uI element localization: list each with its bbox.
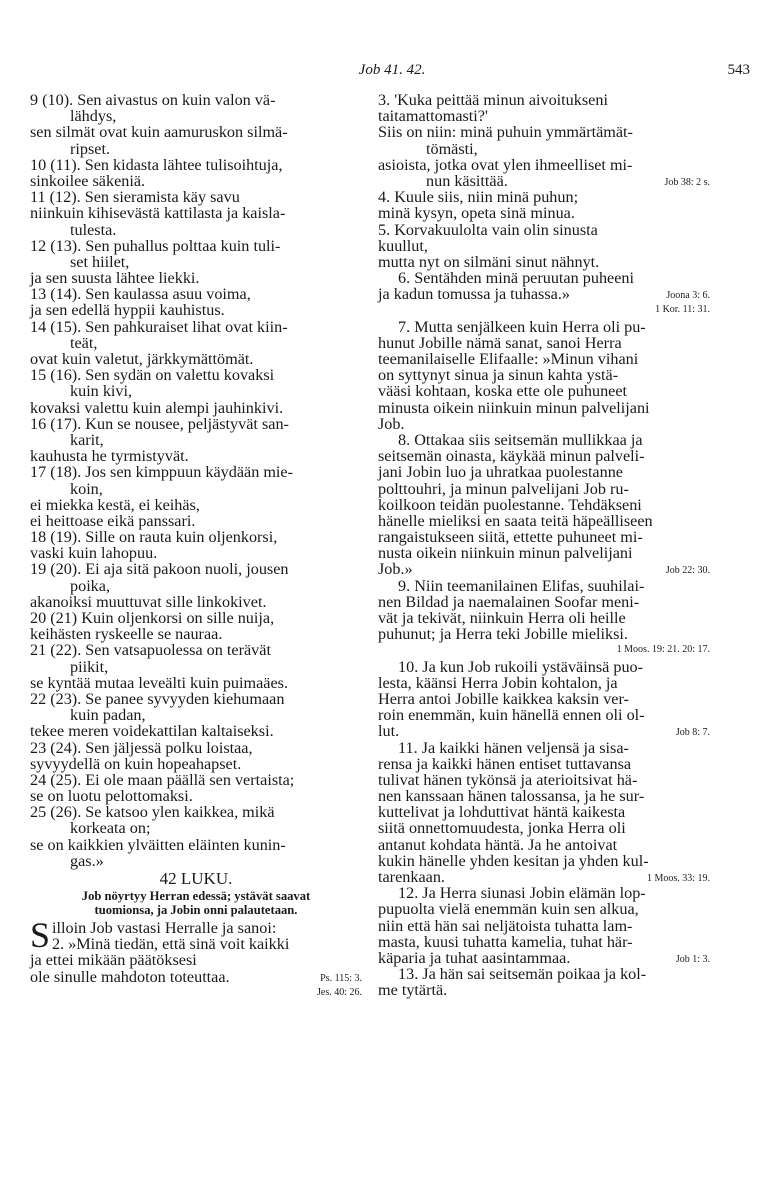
verse-text: nun käsittää.: [426, 171, 508, 190]
cross-reference: Job 38: 2 s.: [664, 176, 710, 188]
text-line: [378, 561, 710, 577]
text-line: [378, 723, 710, 739]
verse-text: tarenkaan.: [378, 868, 445, 886]
text-line: minä kysyn, opeta sinä minua.: [378, 204, 575, 223]
cross-reference: 1 Kor. 11: 31.: [655, 304, 710, 316]
cross-reference: 1 Moos. 19: 21. 20: 17.: [616, 644, 710, 656]
text-line: 19 (20). Ei aja sitä pakoon nuoli, jousen: [30, 560, 289, 579]
text-line: 12 (13). Sen puhallus polttaa kuin tuli-: [30, 236, 281, 255]
text-line: Siis on niin: minä puhuin ymmärtämät-: [378, 123, 633, 142]
text-line: kuin padan,: [70, 706, 146, 725]
text-line: rangaistukseen siitä, ettette puhuneet mi-: [378, 528, 643, 547]
text-line: syvyydellä on kuin hopeahapset.: [30, 754, 242, 773]
text-line: piikit,: [70, 657, 109, 676]
text-line: teät,: [70, 333, 98, 352]
text-line: siitä onnettomuudesta, jonka Herra oli: [378, 819, 626, 838]
text-line: se on kaikkien ylväitten eläinten kunin-: [30, 835, 286, 854]
text-line: [378, 286, 710, 302]
chapter-summary-line: Job nöyrtyy Herran edessä; ystävät saavat: [81, 889, 311, 903]
text-line: kauhusta he tyrmistyvät.: [30, 447, 189, 466]
drop-cap: S: [30, 915, 51, 955]
text-line: 21 (22). Sen vatsapuolessa on terävät: [30, 641, 271, 660]
text-line: 18 (19). Sille on rauta kuin oljenkorsi,: [30, 528, 278, 547]
text-line: 5. Korvakuulolta vain olin sinusta: [378, 220, 598, 239]
text-line: ovat kuin valetut, järkkymättömät.: [30, 350, 254, 368]
text-line: karit,: [70, 430, 104, 449]
right-column: [378, 92, 710, 999]
text-line: 13 (14). Sen kaulassa asuu voima,: [30, 285, 251, 304]
text-line: koin,: [70, 479, 103, 498]
text-line: mutta nyt on silmäni sinut nähnyt.: [378, 252, 600, 271]
text-line: vääsi kohtaan, koska ette ole puhuneet: [378, 382, 628, 401]
left-column: [30, 92, 362, 1001]
text-line: teemanilaiselle Elifaalle: »Minun vihani: [378, 350, 639, 368]
text-line: 17 (18). Jos sen kimppuun käydään mie-: [30, 463, 293, 482]
text-line: 22 (23). Se panee syvyyden kiehumaan: [30, 689, 285, 708]
text-line: hänelle mieliksi en saata teitä häpeälliseen: [378, 511, 653, 530]
text-line: set hiilet,: [70, 252, 130, 271]
text-line: 10. Ja kun Job rukoili ystäväinsä puo-: [398, 657, 644, 676]
text-line: [378, 173, 710, 189]
text-line: lesta, käänsi Herra Jobin kohtalon, ja: [378, 673, 618, 692]
cross-reference: Job 8: 7.: [675, 727, 710, 739]
chapter-opening: [30, 915, 362, 1001]
text-line: pupuolta vielä enemmän kuin sen alkua,: [378, 900, 639, 919]
text-line: 9. Niin teemanilainen Elifas, suuhilai-: [398, 576, 645, 595]
text-line: gas.»: [70, 851, 104, 870]
chapter-title: 42 LUKU.: [159, 869, 233, 888]
text-line: minusta oikein niinkuin minun palvelijani: [378, 398, 650, 417]
text-line: on syttynyt sinua ja sinun kahta ystä-: [378, 366, 619, 385]
text-line: tömästi,: [426, 139, 478, 158]
text-line: 25 (26). Se katsoo ylen kaikkea, mikä: [30, 803, 275, 822]
text-line: sinkoilee säkeniä.: [30, 171, 146, 190]
text-line: nusta oikein niinkuin minun palvelijani: [378, 544, 633, 563]
text-line: jani Jobin luo ja uhratkaa puolestanne: [378, 463, 623, 482]
text-line: antanut kohdata häntä. Ja he antoivat: [378, 835, 618, 854]
text-line: hunut Jobille nämä sanat, sanoi Herra: [378, 333, 622, 352]
text-line: 12. Ja Herra siunasi Jobin elämän lop-: [398, 884, 646, 903]
text-line: vaski kuin lahopuu.: [30, 544, 158, 563]
text-line: 8. Ottakaa siis seitsemän mullikkaa ja: [398, 430, 643, 449]
text-line: 20 (21) Kuin oljenkorsi on sille nuija,: [30, 609, 275, 627]
text-line: nen Bildad ja naemalainen Soofar meni-: [378, 592, 640, 611]
page-number: 543: [727, 62, 750, 78]
text-line: 13. Ja hän sai seitsemän poikaa ja kol-: [398, 965, 647, 984]
text-line: 15 (16). Sen sydän on valettu kovaksi: [30, 366, 275, 385]
verse-text: ole sinulle mahdoton toteuttaa.: [30, 967, 230, 986]
text-line: [378, 869, 710, 885]
text-line: nen kanssaan hänen talossansa, ja he sur-: [378, 787, 645, 806]
cross-reference: Jes. 40: 26.: [317, 986, 362, 998]
text-line: asioista, jotka ovat ylen ihmeelliset mi-: [378, 155, 633, 174]
text-line: se kyntää mutaa leveälti kuin puimaäes.: [30, 673, 289, 692]
text-line: sen silmät ovat kuin aamuruskon silmä-: [30, 123, 288, 142]
text-line: 7. Mutta senjälkeen kuin Herra oli pu-: [398, 317, 646, 336]
text-line: 14 (15). Sen pahkuraiset lihat ovat kiin-: [30, 317, 288, 336]
text-line: 11 (12). Sen sieramista käy savu: [30, 188, 240, 207]
text-line: korkeata on;: [70, 819, 151, 838]
text-line: lähdys,: [70, 107, 117, 126]
text-line: 3. 'Kuka peittää minun aivoitukseni: [378, 91, 608, 109]
text-line: [378, 950, 710, 966]
text-line: ja ettei mikään päätöksesi: [30, 951, 197, 970]
verse-text: Job.»: [378, 560, 413, 579]
text-line: tulivat hänen tykönsä ja aterioitsivat hä-: [378, 770, 638, 789]
text-line: 2. »Minä tiedän, että sinä voit kaikki: [52, 935, 290, 954]
text-line: keihästen ryskeelle se nauraa.: [30, 625, 223, 644]
cross-reference: 1 Moos. 33: 19.: [646, 873, 710, 884]
text-line: tekee meren voidekattilan kaltaiseksi.: [30, 722, 274, 741]
cross-reference: Ps. 115: 3.: [320, 972, 362, 984]
cross-reference: Job 22: 30.: [665, 565, 710, 577]
text-line: kuttelivat ja lohduttivat häntä kaikesta: [378, 803, 626, 822]
text-line: rensa ja kaikki hänen entiset tuttavansa: [378, 754, 632, 773]
text-line: 4. Kuule siis, niin minä puhun;: [378, 188, 579, 207]
text-line: kukin hänelle yhden kesitan ja yhden kul-: [378, 851, 649, 870]
text-line: Job.: [378, 414, 405, 433]
text-line: koilkoon teidän puolestanne. Tehdäkseni: [378, 495, 642, 514]
text-line: ripset.: [70, 139, 111, 158]
text-line: tulesta.: [70, 220, 117, 239]
text-line: seitsemän oinasta, käykää minun palveli-: [378, 447, 645, 466]
verse-text: ja kadun tomussa ja tuhassa.»: [378, 285, 570, 304]
verse-text: käparia ja tuhat aasintammaa.: [378, 948, 571, 967]
text-line: [30, 969, 362, 985]
cross-reference: Joona 3: 6.: [666, 290, 710, 302]
text-line: Herra antoi Jobille kaikkea kaksin ver-: [378, 689, 629, 708]
text-line: se on luotu pelottomaksi.: [30, 787, 193, 806]
text-line: taitamattomasti?': [378, 107, 488, 126]
text-line: kovaksi valettu kuin alempi jauhinkivi.: [30, 398, 284, 417]
text-line: me tytärtä.: [378, 981, 448, 1000]
cross-reference: Job 1: 3.: [675, 953, 710, 965]
text-line: ja sen suusta lähtee liekki.: [30, 269, 200, 288]
text-line: 11. Ja kaikki hänen veljensä ja sisa-: [398, 738, 629, 757]
text-line: ei miekka kestä, ei keihäs,: [30, 495, 200, 514]
text-line: poika,: [70, 576, 111, 595]
text-line: polttouhri, ja minun palvelijani Job ru-: [378, 479, 629, 498]
text-line: niinkuin kihisevästä kattilasta ja kaisla-: [30, 204, 286, 223]
text-line: masta, kuusi tuhatta kamelia, tuhat här-: [378, 932, 633, 951]
text-line: kuin kivi,: [70, 382, 133, 401]
text-line: roin enemmän, kuin hänellä ennen oli ol-: [378, 706, 645, 725]
text-line: 24 (25). Ei ole maan päällä sen vertaista;: [30, 770, 295, 789]
text-line: ja sen edellä hyppii kauhistus.: [30, 301, 225, 320]
text-line: 23 (24). Sen jäljessä polku loistaa,: [30, 738, 253, 757]
text-line: niin että hän sai neljätoista tuhatta lam-: [378, 916, 633, 935]
text-line: vät ja tekivät, niinkuin Herra oli heille: [378, 609, 626, 627]
text-line: 16 (17). Kun se nousee, peljästyvät san-: [30, 414, 289, 433]
text-line: illoin Job vastasi Herralle ja sanoi:: [52, 919, 277, 937]
text-line: 9 (10). Sen aivastus on kuin valon vä-: [30, 91, 276, 109]
text-line: puhunut; ja Herra teki Jobille mieliksi.: [378, 625, 628, 644]
text-line: kuullut,: [378, 236, 428, 255]
verse-text: lut.: [378, 722, 400, 741]
text-line: 6. Sentähden minä peruutan puheeni: [398, 269, 634, 288]
chapter-summary-line: tuomionsa, ja Jobin onni palautetaan.: [94, 902, 298, 917]
text-line: akanoiksi muuttuvat sille linkokivet.: [30, 592, 267, 611]
text-line: 10 (11). Sen kidasta lähtee tulisoihtuja,: [30, 155, 283, 174]
text-line: ei heittoase eikä panssari.: [30, 511, 196, 530]
running-header: Job 41. 42.: [358, 62, 426, 78]
